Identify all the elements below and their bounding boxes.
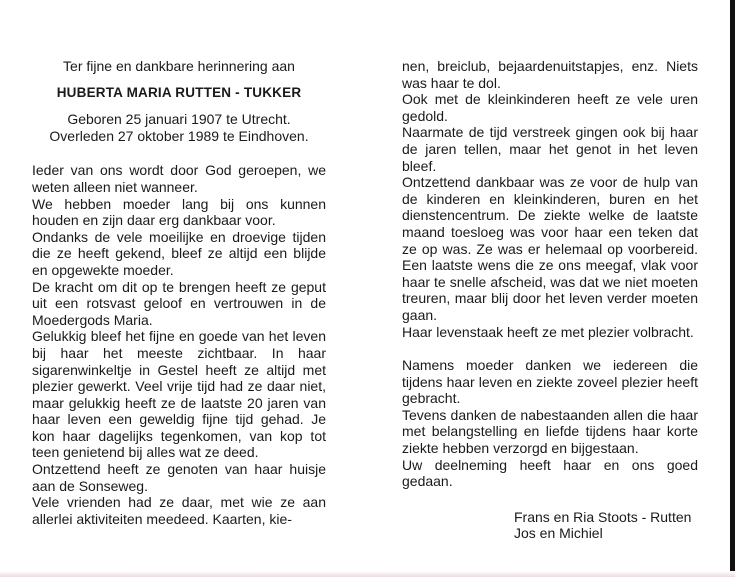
- deceased-name: HUBERTA MARIA RUTTEN - TUKKER: [56, 84, 302, 100]
- paragraph: Ontzettend dankbaar was ze voor de hulp van de kinderen en kleinkinderen, buren en het dienstencentrum. De ziekte welke de laatste maand toesloeg was voor haar een teken dat ze op was. Ze was er helemaal op voorbereid. Een laatste wens die ze ons meegaf, vlak voor haar te snelle afscheid, was dat we niet moeten treuren, maar blij door het leven verder moeten gaan.: [402, 174, 698, 323]
- paragraph: Ieder van ons wordt door God geroepen, we weten alleen niet wanneer.: [32, 162, 326, 195]
- dates-block: [32, 111, 326, 144]
- spacer: [402, 340, 698, 357]
- paragraph: Ondanks de vele moeilijke en droevige tijden die ze heeft gekend, bleef ze altijd een blijde en opgewekte moeder.: [32, 228, 326, 278]
- paragraph: We hebben moeder lang bij ons kunnen houden en zijn daar erg dankbaar voor.: [32, 195, 326, 229]
- right-column: [402, 58, 698, 542]
- signature-block: [514, 509, 698, 542]
- paragraph: Haar levenstaak heeft ze met plezier volbracht.: [402, 323, 694, 340]
- paragraph: Gelukkig bleef het fijne en goede van het leven bij haar het meeste zichtbaar. In haar sigarenwinkeltje in Gestel heeft ze altijd met plezier gewerkt. Veel vrije tijd had ze daar niet, maar gelukkig heeft ze de laatste 20 jaren van haar leven een geweldig fijne tijd gehad. Je kon haar dagelijks tegenkomen, van kop tot teen genietend bij alles wat ze deed.: [32, 328, 326, 461]
- paragraph: Ontzettend heeft ze genoten van haar huisje aan de Sonseweg.: [32, 461, 326, 494]
- paragraph: Vele vrienden had ze daar, met wie ze aan allerlei aktiviteiten meedeed. Kaarten, kie-: [32, 494, 326, 527]
- paragraph: Ook met de kleinkinderen heeft ze vele uren gedold.: [402, 91, 698, 124]
- intro-line: Ter fijne en dankbare herinnering aan: [63, 58, 295, 74]
- paragraph: Namens moeder danken we iedereen die tijdens haar leven en ziekte zoveel plezier heeft gebracht.: [402, 357, 698, 407]
- birth-line: Geboren 25 januari 1907 te Utrecht.: [67, 111, 291, 128]
- bottom-edge: [0, 571, 735, 577]
- signature-line: Jos en Michiel: [514, 525, 603, 542]
- paragraph: Uw deelneming heeft haar en ons goed gedaan.: [402, 456, 698, 490]
- paragraph: nen, breiclub, bejaardenuitstapjes, enz. Niets was haar te dol.: [402, 58, 698, 91]
- paragraph: Tevens danken de nabestaanden allen die haar met belangstelling en liefde tijdens haar korte ziekte hebben verzorgd en bijgestaan.: [402, 406, 698, 457]
- left-column: [32, 58, 326, 527]
- right-border: [730, 0, 735, 577]
- death-line: Overleden 27 oktober 1989 te Eindhoven.: [49, 127, 309, 144]
- signature-line: Frans en Ria Stoots - Rutten: [514, 508, 692, 525]
- paragraph: Naarmate de tijd verstreek gingen ook bij haar de jaren tellen, maar het genot in het leven bleef.: [402, 124, 698, 174]
- paragraph: De kracht om dit op te brengen heeft ze geput uit een rotsvast geloof en vertrouwen in de Moedergods Maria.: [32, 278, 326, 328]
